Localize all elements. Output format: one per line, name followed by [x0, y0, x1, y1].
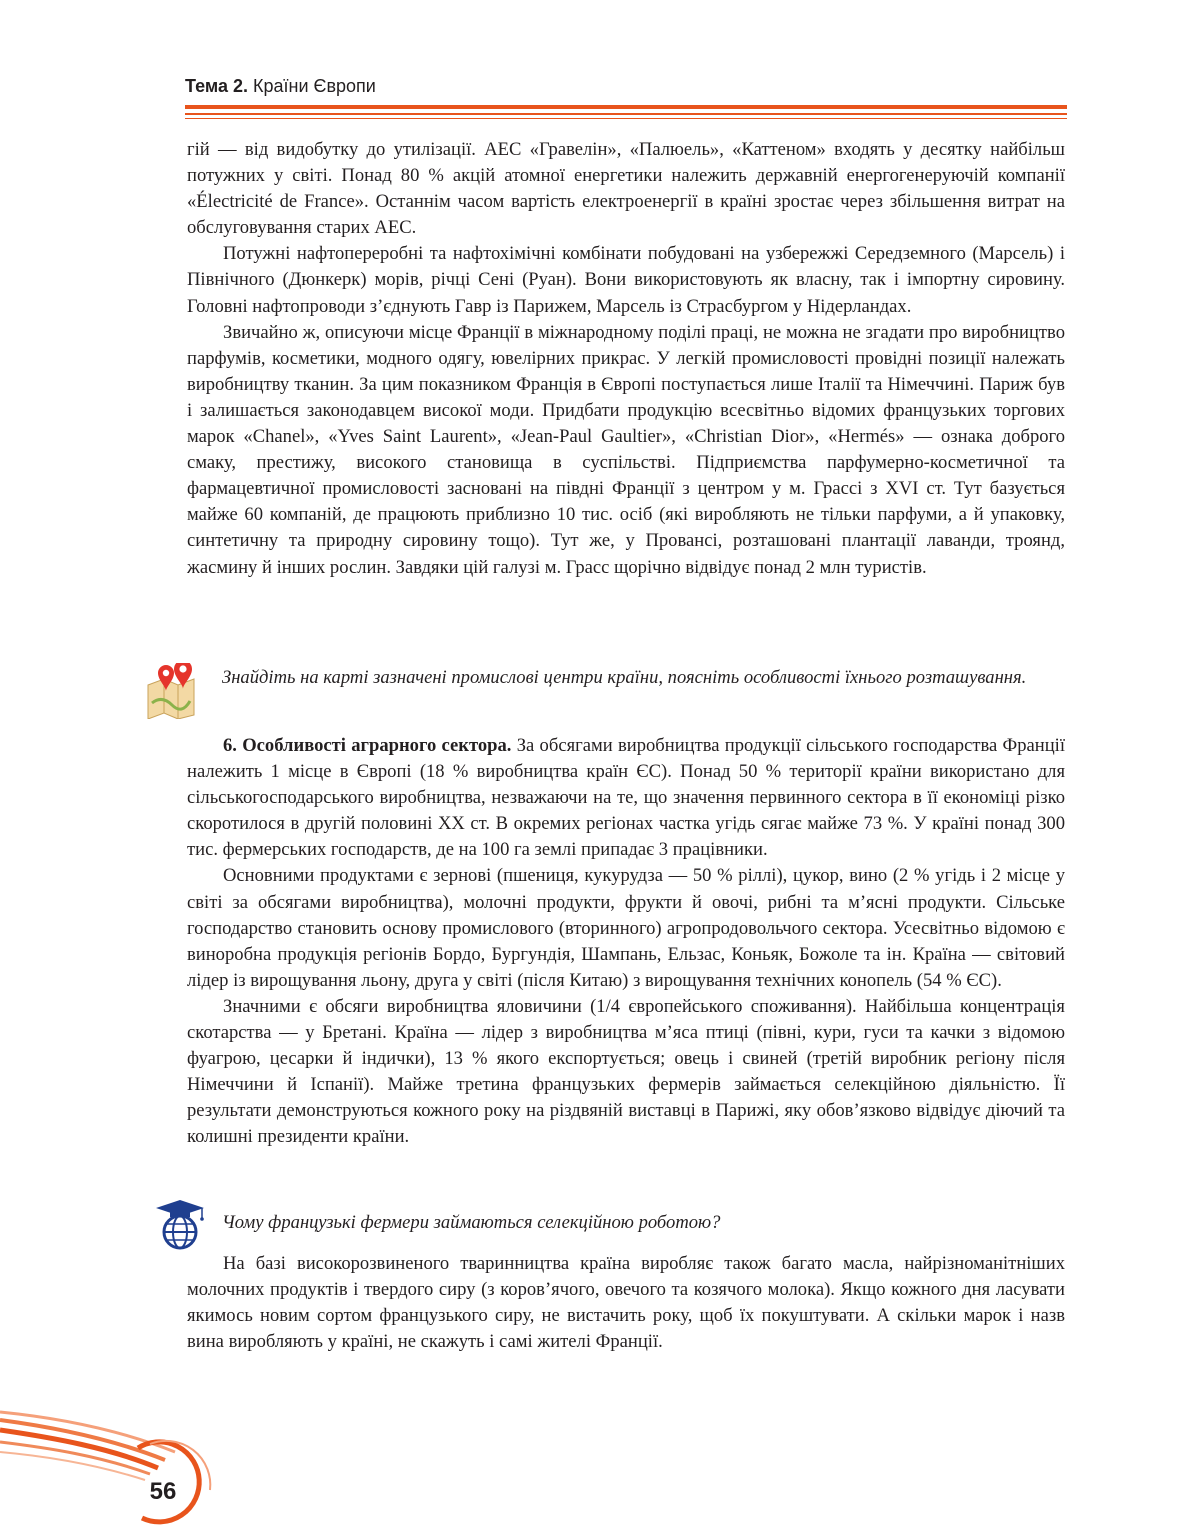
body-text-bottom: [187, 1251, 1065, 1355]
map-question: Знайдіть на карті зазначені промислові центри країни, поясніть особливості їхнього розташування.: [222, 667, 1027, 688]
farmers-question: Чому французькі фермери займаються селекційною роботою?: [222, 1212, 721, 1233]
paragraph: Значними є обсяги виробництва яловичини (1/4 європейського споживання). Найбільша концентрація скотарства — у Бретані. Країна — лідер з виробництва м’яса птиці (півні, кури, гуси та качки з відомою фуагрою, цесарки й індички), 13 % якого експортується; овець і свиней (третій виробник регіону після Німеччини й Іспанії). Майже третина французьких фермерів займається селекційною діяльністю. Її результати демонструються кожного року на різдвяній виставці в Парижі, яку обов’язково відвідує діючий та колишні президенти країни.: [187, 995, 1065, 1148]
topic-label: Тема 2.: [185, 76, 248, 96]
paragraph: Потужні нафтопереробні та нафтохімічні комбінати побудовані на узбережжі Середземного (Марсель) і Північного (Дюнкерк) морів, річці Сені (Руан). Вони використовують як власну, так і імпортну сировину. Головні нафтопроводи з’єднують Гавр із Парижем, Марсель із Страсбургом у Нідерландах.: [187, 243, 1065, 317]
paragraph: гій — від видобутку до утилізації. АЕС «Гравелін», «Палюель», «Каттеном» входять у десятку найбільш потужних у світі. Понад 80 % акцій атомної енергетики належить державній енергогенеруючій компанії «Électricité de France». Останнім часом вартість електроенергії в країні зростає через збільшення витрат на обслуговування старих АЕС.: [187, 139, 1065, 239]
page-corner-swoosh: [0, 1390, 230, 1530]
section-paragraph: [187, 733, 1065, 863]
running-header: [185, 76, 1065, 104]
section-heading: 6. Особливості аграрного сектора.: [223, 735, 512, 756]
map-pin-icon: [144, 663, 206, 719]
section-lead: За обсягами виробництва продукції сільського господарства Франції належить 1 місце в Європі (18 % виробництва країн ЄС). Понад 50 % території країни використано для сільськогосподарського виробництва, незважаючи на те, що значення первинного сектора в її економіці різко скоротилося в другій половині XX ст. В окремих регіонах частка угідь сягає майже 73 %. У країні понад 300 тис. фермерських господарств, де на 100 га землі припадає 3 працівники.: [187, 735, 1065, 861]
globe-graduation-cap-icon: [152, 1198, 208, 1250]
body-text-top: [187, 137, 1065, 581]
header-rule: [185, 118, 1067, 119]
paragraph: Звичайно ж, описуючи місце Франції в міжнародному поділі праці, не можна не згадати про виробництво парфумів, косметики, модного одягу, ювелірних прикрас. У легкій промисловості провідні позиції належать виробництву тканин. За цим показником Франція в Європі поступається лише Італії та Німеччині. Париж був і залишається законодавцем високої моди. Придбати продукцію всесвітньо відомих французьких торгових марок «Chanel», «Yves Saint Laurent», «Jean-Paul Gaultier», «Christian Dior», «Hermés» — ознака доброго смаку, престижу, високого становища в суспільстві. Підприємства парфумерно-косметичної та фармацевтичної промисловості засновані на півдні Франції з центром у м. Грассі з XVI ст. Тут базується майже 60 компаній, де працюють приблизно 10 тис. осіб (які виробляють не тільки парфуми, а й упаковку, синтетичну та природну сировину тощо). Тут же, у Провансі, розташовані плантації лаванди, троянд, жасмину й інших рослин. Завдяки цій галузі м. Грасс щорічно відвідує понад 2 млн туристів.: [187, 321, 1065, 578]
header-rule: [185, 105, 1067, 109]
paragraph: На базі високорозвиненого тваринництва країна виробляє також багато масла, найрізноманітніших молочних продуктів і твердого сиру (з коров’ячого, овечого та козячого молока). Якщо кожного дня ласувати якимось новим сортом французького сиру, не вистачить року, щоб їх покуштувати. А скільки марок і назв вина виробляють у країні, не скажуть і самі жителі Франції.: [187, 1253, 1065, 1353]
page-number: 56: [149, 1478, 177, 1505]
body-text-section6: [187, 733, 1065, 1151]
topic-title: Країни Європи: [253, 76, 376, 96]
paragraph: Основними продуктами є зернові (пшениця, кукурудза — 50 % ріллі), цукор, вино (2 % угідь і 2 місце у світі за обсягами виробництва), молочні продукти, фрукти й овочі, рибні та м’ясні продукти. Сільське господарство становить основу промислового (вторинного) агропродовольчого сектора. Усесвітньо відомою є виноробна продукція регіонів Бордо, Бургундія, Шампань, Ельзас, Коньяк, Божоле та ін. Країна — світовий лідер із вирощування льону, друга у світі (після Китаю) з вирощування технічних конопель (54 % ЄС).: [187, 865, 1065, 991]
header-rule: [185, 113, 1067, 115]
